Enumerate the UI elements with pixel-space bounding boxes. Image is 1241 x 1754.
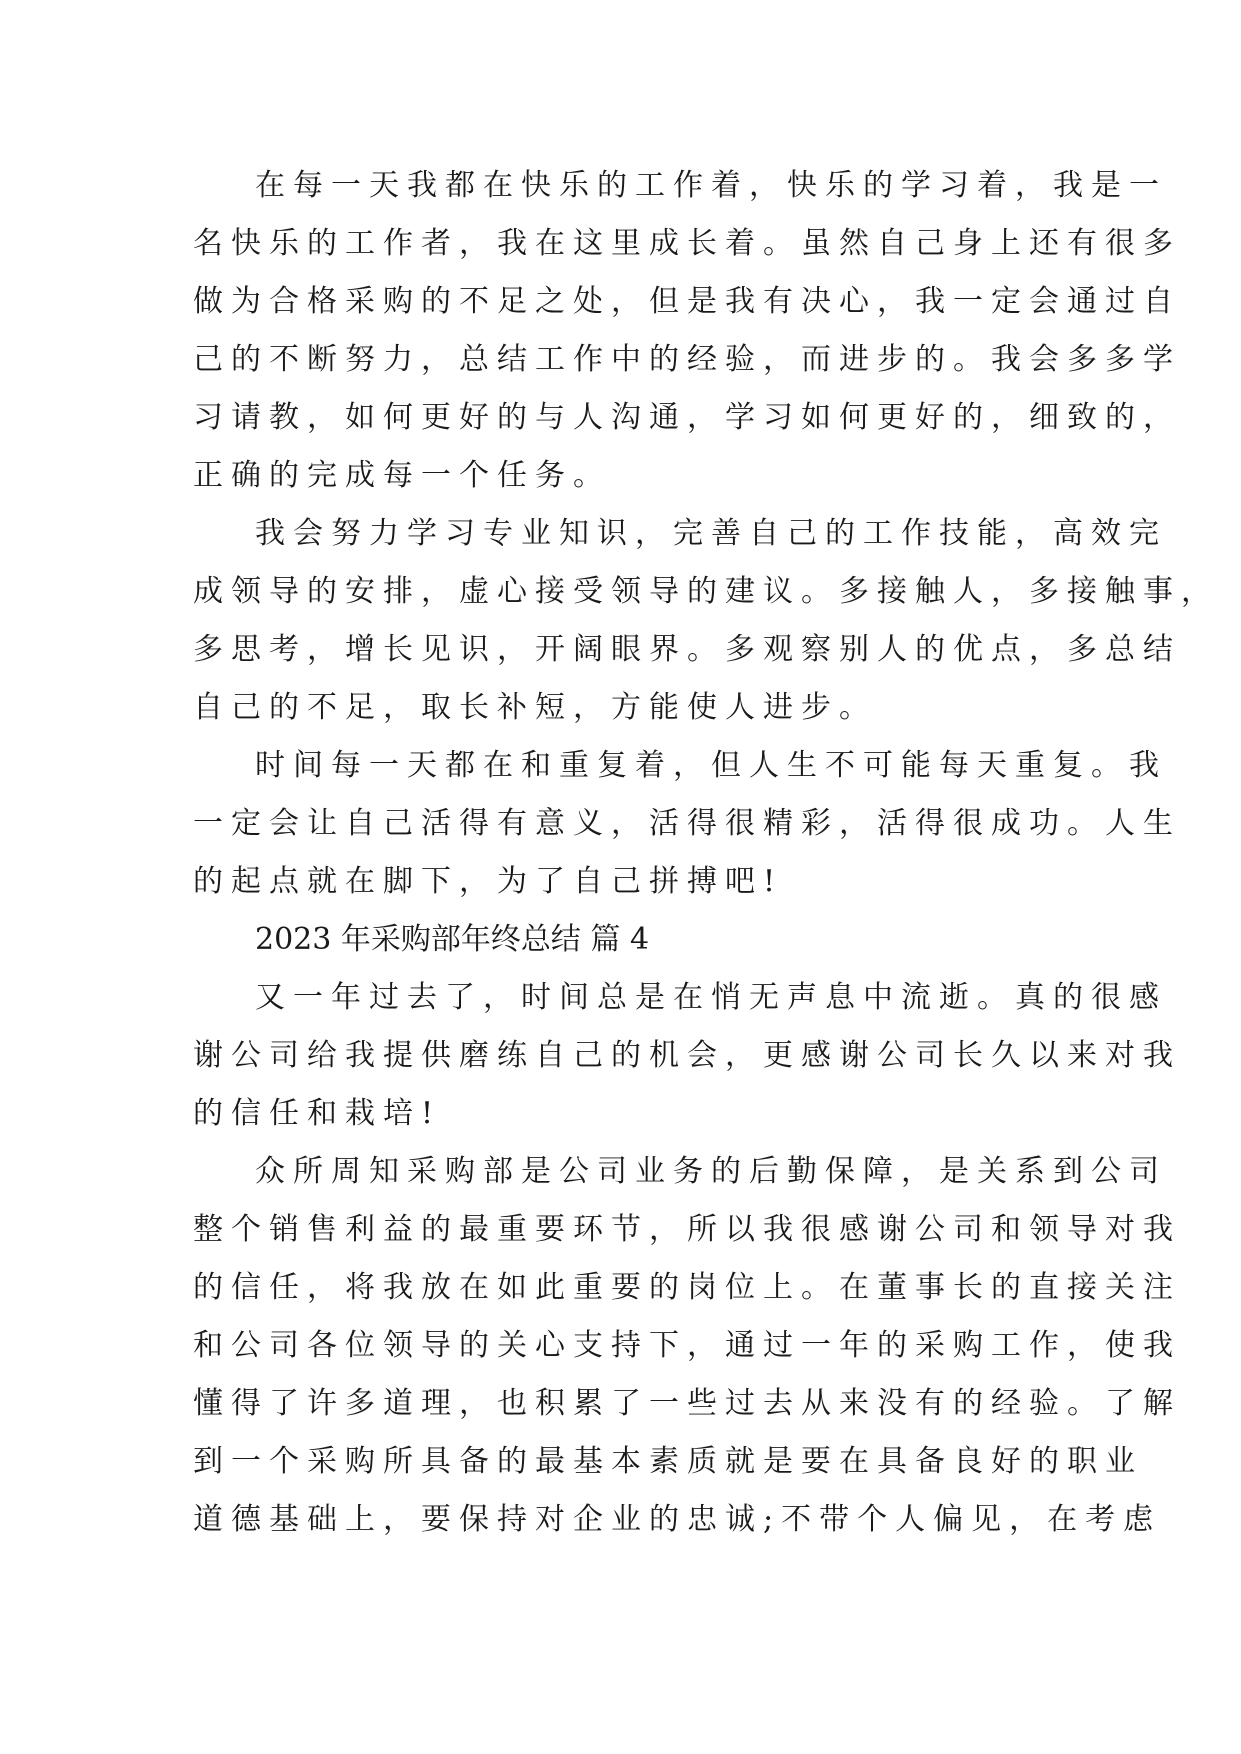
text-line: 我会努力学习专业知识，完善自己的工作技能，高效完	[255, 516, 1167, 551]
text-line: 众所周知采购部是公司业务的后勤保障，是关系到公司	[255, 1154, 1167, 1189]
section-heading: 2023 年采购部年终总结 篇 4	[255, 922, 650, 957]
text-line: 自己的不足，取长补短，方能使人进步。	[193, 690, 877, 725]
text-line: 又一年过去了，时间总是在悄无声息中流逝。真的很感	[255, 980, 1167, 1015]
text-line: 道德基础上，要保持对企业的忠诚;不带个人偏见，在考虑	[193, 1502, 1162, 1537]
text-line: 的信任，将我放在如此重要的岗位上。在董事长的直接关注	[193, 1270, 1181, 1305]
text-line: 己的不断努力，总结工作中的经验，而进步的。我会多多学	[193, 342, 1181, 377]
text-line: 时间每一天都在和重复着，但人生不可能每天重复。我	[255, 748, 1167, 783]
text-line: 一定会让自己活得有意义，活得很精彩，活得很成功。人生	[193, 806, 1181, 841]
text-line: 名快乐的工作者，我在这里成长着。虽然自己身上还有很多	[193, 226, 1181, 261]
text-line: 的起点就在脚下，为了自己拼搏吧!	[193, 864, 784, 899]
text-line: 到一个采购所具备的最基本素质就是要在具备良好的职业	[193, 1444, 1143, 1479]
text-line: 习请教，如何更好的与人沟通，学习如何更好的，细致的，	[193, 400, 1181, 435]
text-line: 和公司各位领导的关心支持下，通过一年的采购工作，使我	[193, 1328, 1181, 1363]
text-line: 整个销售利益的最重要环节，所以我很感谢公司和领导对我	[193, 1212, 1181, 1247]
text-line: 正确的完成每一个任务。	[193, 458, 611, 493]
text-line: 的信任和栽培!	[193, 1096, 442, 1131]
text-line: 谢公司给我提供磨练自己的机会，更感谢公司长久以来对我	[193, 1038, 1181, 1073]
text-line: 在每一天我都在快乐的工作着，快乐的学习着，我是一	[255, 168, 1167, 203]
text-line: 成领导的安排，虚心接受领导的建议。多接触人，多接触事，	[193, 574, 1219, 609]
text-line: 做为合格采购的不足之处，但是我有决心，我一定会通过自	[193, 284, 1181, 319]
text-line: 懂得了许多道理，也积累了一些过去从来没有的经验。了解	[193, 1386, 1181, 1421]
text-line: 多思考，增长见识，开阔眼界。多观察别人的优点，多总结	[193, 632, 1181, 667]
